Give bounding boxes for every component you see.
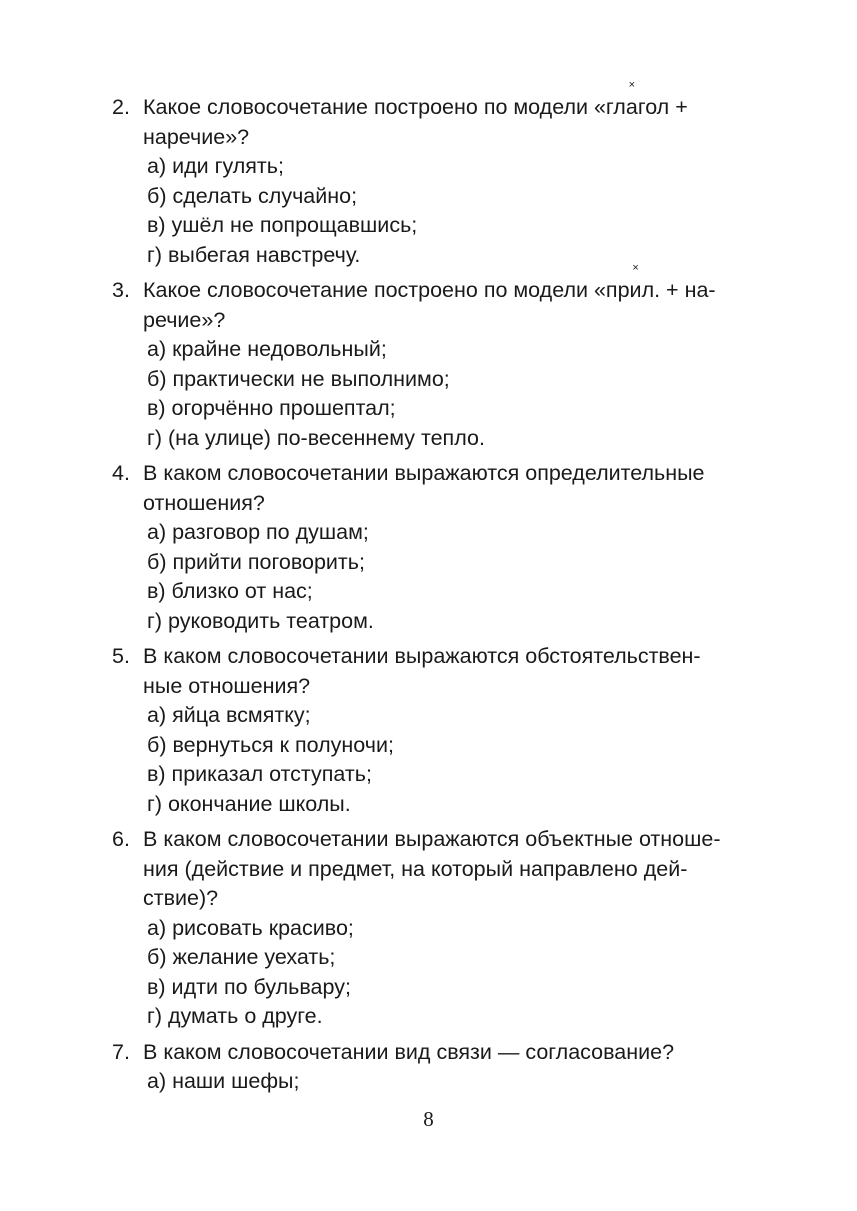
question-text-line: 7. В каком словосочетании вид связи — согласование? xyxy=(112,1038,768,1068)
question-text-line: 2. Какое словосочетание построено по модели «гл × агол + xyxy=(112,93,768,123)
question-5 xyxy=(112,642,768,819)
answer-options xyxy=(112,335,768,453)
answer-option: а) иди гулять; xyxy=(147,154,284,178)
question-text-line: ствие)? xyxy=(143,886,219,910)
question-text-line: отношения? xyxy=(143,490,265,515)
answer-option: б) желание уехать; xyxy=(147,945,336,969)
question-text-line: ния (действие и предмет, на который направлено дей- xyxy=(143,856,688,881)
answer-option: г) окончание школы. xyxy=(147,791,351,816)
question-number: 7. xyxy=(112,1039,130,1064)
answer-option: б) прийти поговорить; xyxy=(147,549,365,574)
answer-options xyxy=(112,701,768,819)
stressed-letter: × и xyxy=(629,262,642,302)
answer-option: в) близко от нас; xyxy=(147,579,313,603)
question-2 xyxy=(112,79,768,270)
answer-options xyxy=(112,518,768,636)
question-7 xyxy=(112,1038,768,1097)
stress-mark: × xyxy=(632,262,639,274)
question-number: 3. xyxy=(112,278,130,302)
answer-option: б) вернуться к полуночи; xyxy=(147,732,394,757)
answer-options xyxy=(112,152,768,270)
answer-option: в) идти по бульвару; xyxy=(147,974,351,999)
answer-option: а) яйца всмятку; xyxy=(147,703,311,727)
question-number: 4. xyxy=(112,461,130,485)
answer-option: а) рисовать красиво; xyxy=(147,915,354,940)
question-list xyxy=(112,79,768,1103)
question-3 xyxy=(112,262,768,453)
answer-option: в) приказал отступать; xyxy=(147,762,372,786)
answer-option: г) думать о друге. xyxy=(147,1004,323,1028)
answer-options xyxy=(112,914,768,1032)
question-text-line: 5. В каком словосочетании выражаются обстоятельствен- xyxy=(112,642,768,672)
question-text-line: ные отношения? xyxy=(143,673,311,698)
question-4 xyxy=(112,459,768,636)
answer-option: в) ушёл не попрощавшись; xyxy=(147,213,418,237)
question-text-line: 4. В каком словосочетании выражаются определительные xyxy=(112,459,768,489)
question-text-line: речие»? xyxy=(143,307,226,332)
answer-option: а) разговор по душам; xyxy=(147,520,369,544)
question-number: 2. xyxy=(112,95,130,119)
question-6 xyxy=(112,825,768,1032)
answer-option: г) выбегая навстречу. xyxy=(147,242,361,267)
stress-mark: × xyxy=(628,79,636,91)
answer-option: б) сделать случайно; xyxy=(147,183,358,208)
stressed-letter: × а xyxy=(625,79,638,119)
question-text-line: наречие»? xyxy=(143,124,250,149)
page-number: 8 xyxy=(423,1107,434,1131)
answer-option: г) (на улице) по-весеннему тепло. xyxy=(147,425,485,450)
question-text-line: 3. Какое словосочетание построено по модели «пр × ил. + на- xyxy=(112,276,768,306)
answer-option: а) наши шефы; xyxy=(147,1069,300,1093)
question-text-line: 6. В каком словосочетании выражаются объектные отноше- xyxy=(112,825,768,855)
question-number: 6. xyxy=(112,827,130,851)
answer-option: г) руководить театром. xyxy=(147,608,374,633)
answer-option: б) практически не выполнимо; xyxy=(147,366,450,391)
question-number: 5. xyxy=(112,644,130,668)
answer-option: а) крайне недовольный; xyxy=(147,337,387,361)
answer-options xyxy=(112,1067,768,1097)
answer-option: в) огорчённо прошептал; xyxy=(147,396,396,420)
